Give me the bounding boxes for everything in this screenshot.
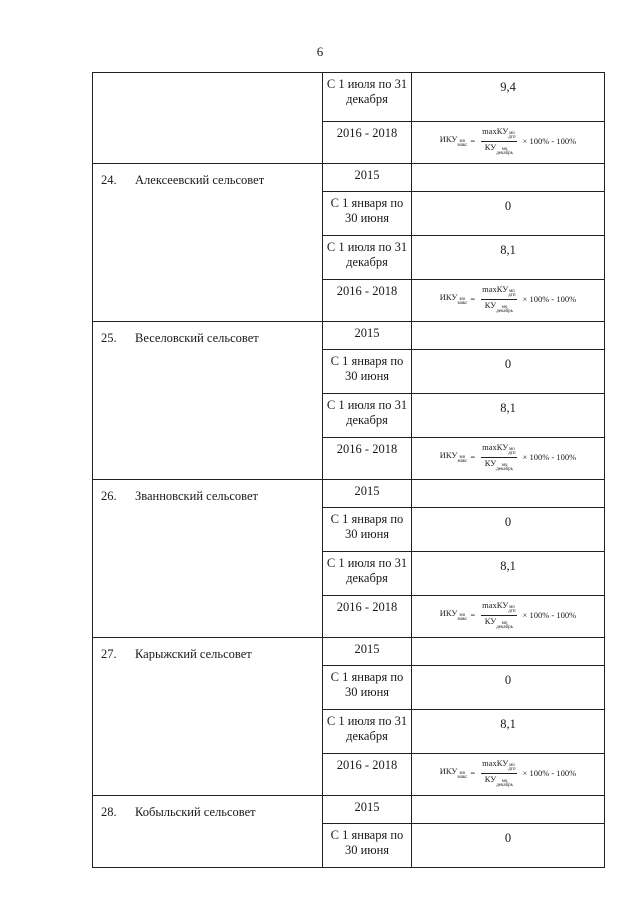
formula-text: макс — [457, 617, 468, 622]
period-cell: С 1 июля по 31 декабря — [323, 552, 412, 596]
formula-text: дгп — [508, 135, 516, 140]
value-cell: 0 — [412, 666, 605, 710]
settlement-name: Кобыльский сельсовет — [135, 805, 256, 819]
value-cell: 8,1 — [412, 710, 605, 754]
formula-text: = — [470, 294, 476, 305]
formula-text: × 100% - 100% — [522, 610, 577, 621]
formula-text: ИКУ — [439, 134, 458, 144]
formula-cell — [412, 596, 605, 638]
formula-text: мо — [501, 621, 508, 626]
formula-text: макс — [457, 459, 468, 464]
period-cell: 2015 — [323, 638, 412, 666]
formula-text: декабрь — [496, 151, 513, 156]
value-cell — [412, 480, 605, 508]
formula-text: мо — [459, 455, 466, 460]
formula-text: maxКУ — [482, 442, 509, 452]
formula-text: дгп — [508, 451, 516, 456]
formula-text: × 100% - 100% — [522, 294, 577, 305]
period-cell: С 1 июля по 31 декабря — [323, 73, 412, 122]
value-cell: 0 — [412, 508, 605, 552]
formula-text: = — [470, 768, 476, 779]
period-cell: 2015 — [323, 322, 412, 350]
period-cell: С 1 января по 30 июня — [323, 666, 412, 710]
period-cell: 2016 - 2018 — [323, 122, 412, 164]
formula-text: ИКУ — [439, 608, 458, 618]
index-formula — [440, 759, 576, 788]
formula-text: = — [470, 610, 476, 621]
period-cell: С 1 июля по 31 декабря — [323, 394, 412, 438]
period-cell: 2016 - 2018 — [323, 596, 412, 638]
formula-text: макс — [457, 301, 468, 306]
settlement-name-cell — [93, 638, 323, 796]
formula-text: мо — [509, 289, 515, 294]
formula-text: мо — [509, 131, 515, 136]
formula-text: maxКУ — [482, 758, 509, 768]
formula-text: мо — [459, 297, 466, 302]
formula-text: КУ — [484, 142, 497, 152]
value-cell — [412, 796, 605, 824]
table-row — [93, 322, 605, 350]
table-row — [93, 480, 605, 508]
table-row — [93, 164, 605, 192]
formula-text: декабрь — [496, 625, 513, 630]
formula-text: мо — [501, 463, 508, 468]
formula-text: КУ — [484, 774, 497, 784]
settlement-name: Карыжский сельсовет — [135, 647, 252, 661]
tariff-index-table — [92, 72, 605, 868]
formula-text: ИКУ — [439, 292, 458, 302]
period-cell: С 1 июля по 31 декабря — [323, 236, 412, 280]
settlement-name: Алексеевский сельсовет — [135, 173, 265, 187]
period-cell: С 1 января по 30 июня — [323, 508, 412, 552]
formula-text: КУ — [484, 458, 497, 468]
period-cell: С 1 января по 30 июня — [323, 192, 412, 236]
value-cell — [412, 638, 605, 666]
value-cell — [412, 164, 605, 192]
formula-text: мо — [459, 613, 466, 618]
formula-text: макс — [457, 775, 468, 780]
period-cell: 2015 — [323, 480, 412, 508]
formula-text: макс — [457, 143, 468, 148]
entry-number: 25. — [101, 331, 117, 345]
table-row — [93, 73, 605, 122]
formula-text: maxКУ — [482, 600, 509, 610]
settlement-name-cell — [93, 164, 323, 322]
formula-text: дгп — [508, 767, 516, 772]
entry-number: 28. — [101, 805, 117, 819]
formula-text: мо — [459, 139, 466, 144]
value-cell: 8,1 — [412, 236, 605, 280]
formula-text: КУ — [484, 300, 497, 310]
formula-text: мо — [501, 779, 508, 784]
formula-text: мо — [501, 147, 508, 152]
period-cell: С 1 января по 30 июня — [323, 824, 412, 868]
formula-text: maxКУ — [482, 284, 509, 294]
settlement-name: Званновский сельсовет — [135, 489, 258, 503]
value-cell: 0 — [412, 192, 605, 236]
period-cell: 2015 — [323, 164, 412, 192]
formula-cell — [412, 754, 605, 796]
formula-cell — [412, 280, 605, 322]
formula-text: мо — [509, 605, 515, 610]
formula-text: декабрь — [496, 309, 513, 314]
period-cell: 2015 — [323, 796, 412, 824]
formula-text: ИКУ — [439, 450, 458, 460]
formula-text: мо — [509, 447, 515, 452]
formula-text: = — [470, 452, 476, 463]
period-cell: 2016 - 2018 — [323, 438, 412, 480]
formula-text: мо — [509, 763, 515, 768]
formula-text: × 100% - 100% — [522, 452, 577, 463]
settlement-name-cell — [93, 796, 323, 868]
formula-cell — [412, 438, 605, 480]
formula-text: дгп — [508, 293, 516, 298]
settlement-name-cell — [93, 322, 323, 480]
settlement-name: Веселовский сельсовет — [135, 331, 259, 345]
entry-number: 27. — [101, 647, 117, 661]
index-formula — [440, 443, 576, 472]
period-cell: 2016 - 2018 — [323, 754, 412, 796]
value-cell: 8,1 — [412, 552, 605, 596]
index-formula — [440, 127, 576, 156]
entry-number: 26. — [101, 489, 117, 503]
formula-text: мо — [501, 305, 508, 310]
index-formula — [440, 285, 576, 314]
value-cell: 0 — [412, 350, 605, 394]
table-row — [93, 638, 605, 666]
formula-text: × 100% - 100% — [522, 136, 577, 147]
period-cell: 2016 - 2018 — [323, 280, 412, 322]
formula-text: × 100% - 100% — [522, 768, 577, 779]
formula-text: maxКУ — [482, 126, 509, 136]
formula-text: дгп — [508, 609, 516, 614]
index-formula — [440, 601, 576, 630]
table-row — [93, 796, 605, 824]
entry-number: 24. — [101, 173, 117, 187]
formula-text: декабрь — [496, 467, 513, 472]
formula-text: ИКУ — [439, 766, 458, 776]
name-cell-empty — [93, 73, 323, 164]
value-cell: 9,4 — [412, 73, 605, 122]
value-cell — [412, 322, 605, 350]
formula-text: КУ — [484, 616, 497, 626]
page-number: 6 — [316, 44, 324, 59]
formula-text: мо — [459, 771, 466, 776]
period-cell: С 1 января по 30 июня — [323, 350, 412, 394]
settlement-name-cell — [93, 480, 323, 638]
formula-cell — [412, 122, 605, 164]
value-cell: 8,1 — [412, 394, 605, 438]
period-cell: С 1 июля по 31 декабря — [323, 710, 412, 754]
formula-text: = — [470, 136, 476, 147]
value-cell: 0 — [412, 824, 605, 868]
formula-text: декабрь — [496, 783, 513, 788]
